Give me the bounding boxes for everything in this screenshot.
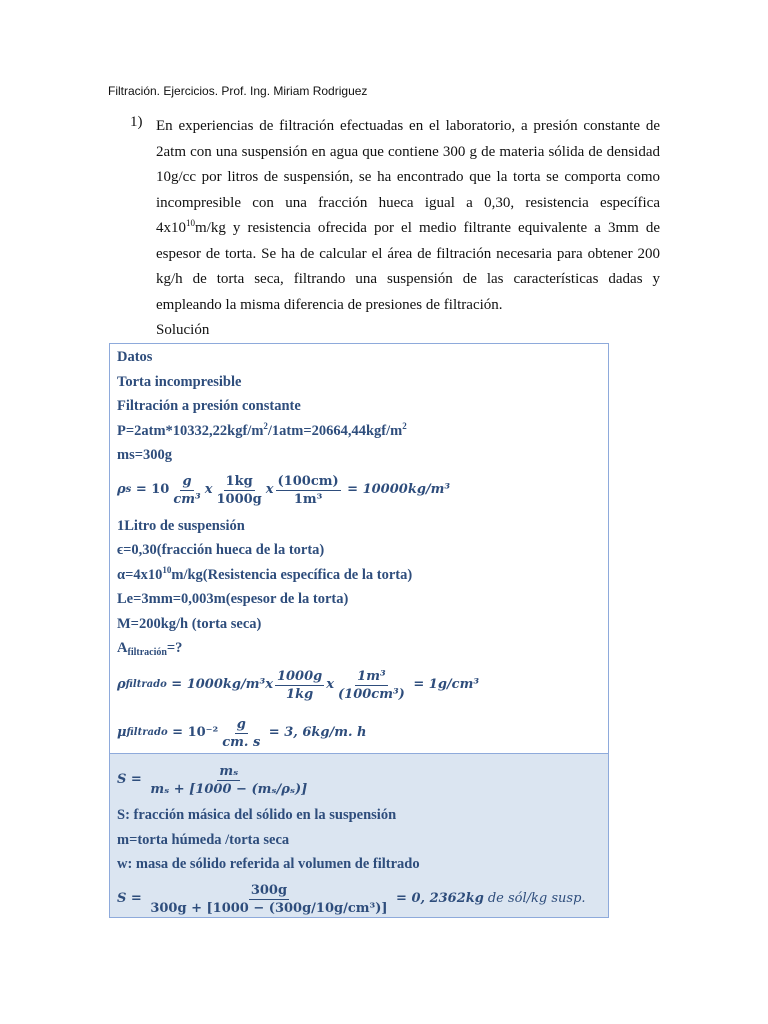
definition-line: S: fracción másica del sólido en la suspensión [117,807,397,823]
datos-line: ϵ=0,30(fracción hueca de la torta) [117,542,325,558]
s-formula: S = $\frac{\text{mₛ}}{\text{mₛ + [1000 − (mₛ/ρₛ)]}}$ [117,763,308,797]
datos-section [110,344,608,754]
datos-line: Torta incompresible [117,373,242,390]
rho-solid-equation: ρ s = 10 $\frac{g}{\text{cm³}}$ x $\frac{1kg}{1000g}$ x $\frac{(100cm)}{\text{1m³}}$ = 10000kg/m³ [117,474,451,507]
mass-fraction-section [110,754,608,917]
solution-label: Solución [156,322,210,338]
ms-line: ms=300g [117,447,172,463]
s-calculation: S = $\frac{300g}{\text{300g + [1000 − (300g/10g/cm³)]}}$ = 0, 2362kg de sól/kg susp. [117,883,586,916]
datos-line: Le=3mm=0,003m(espesor de la torta) [117,591,349,607]
datos-line: Filtración a presión constante [117,398,301,414]
pressure-line: $P=2atm*10332,22kgf/m^2/1atm=20664,44kgf/m^2$ [117,420,407,439]
problem-1 [130,114,660,344]
mu-filtrate-equation: μ filtrado = 10⁻² $\frac{g}{cm. s}$ = 3, 6kg/m. h [117,717,367,750]
problem-number: 1) [130,114,143,130]
definition-line: m=torta húmeda /torta seca [117,831,290,848]
rho-filtrate-equation: ρ filtrado = 1000kg/m³ x $\frac{1000g}{1kg}$ x $\frac{\text{1m³}}{\text{(100cm³)}}$ = 1g/cm³ [117,669,480,702]
alpha-line: $\alpha=4x10^{10}m/kg(Resistencia$ específica de la torta) [117,564,413,583]
datos-title: Datos [117,349,153,365]
datos-line: 1Litro de suspensión [117,517,245,534]
page-header: Filtración. Ejercicios. Prof. Ing. Miriam Rodriguez [108,84,368,98]
area-line: $A_{filtración}=$? [117,640,183,658]
definition-line: w: masa de sólido referida al volumen de filtrado [117,856,420,872]
datos-line: M=200kg/h (torta seca) [117,615,262,632]
solution-box [109,343,609,918]
problem-statement: En experiencias de filtración efectuadas en el laboratorio, a presión constante de 2atm con una suspensión en agua que contiene 300 g de materia sólida de densidad 10g/cc por litros de suspensión, se ha encontrado que la torta se comporta como incompresible con una fracción hueca igual a 0,30, resistencia específica $4x10^{10}m/kg$ y resistencia ofrecida por el medio filtrante equivalente a 3mm de espesor de torta. Se ha de calcular el área de filtración necesaria para obtener 200 kg/h de torta seca, filtrando una suspensión de las características dadas y empleando la misma diferencia de presiones de filtración. [156,118,660,313]
